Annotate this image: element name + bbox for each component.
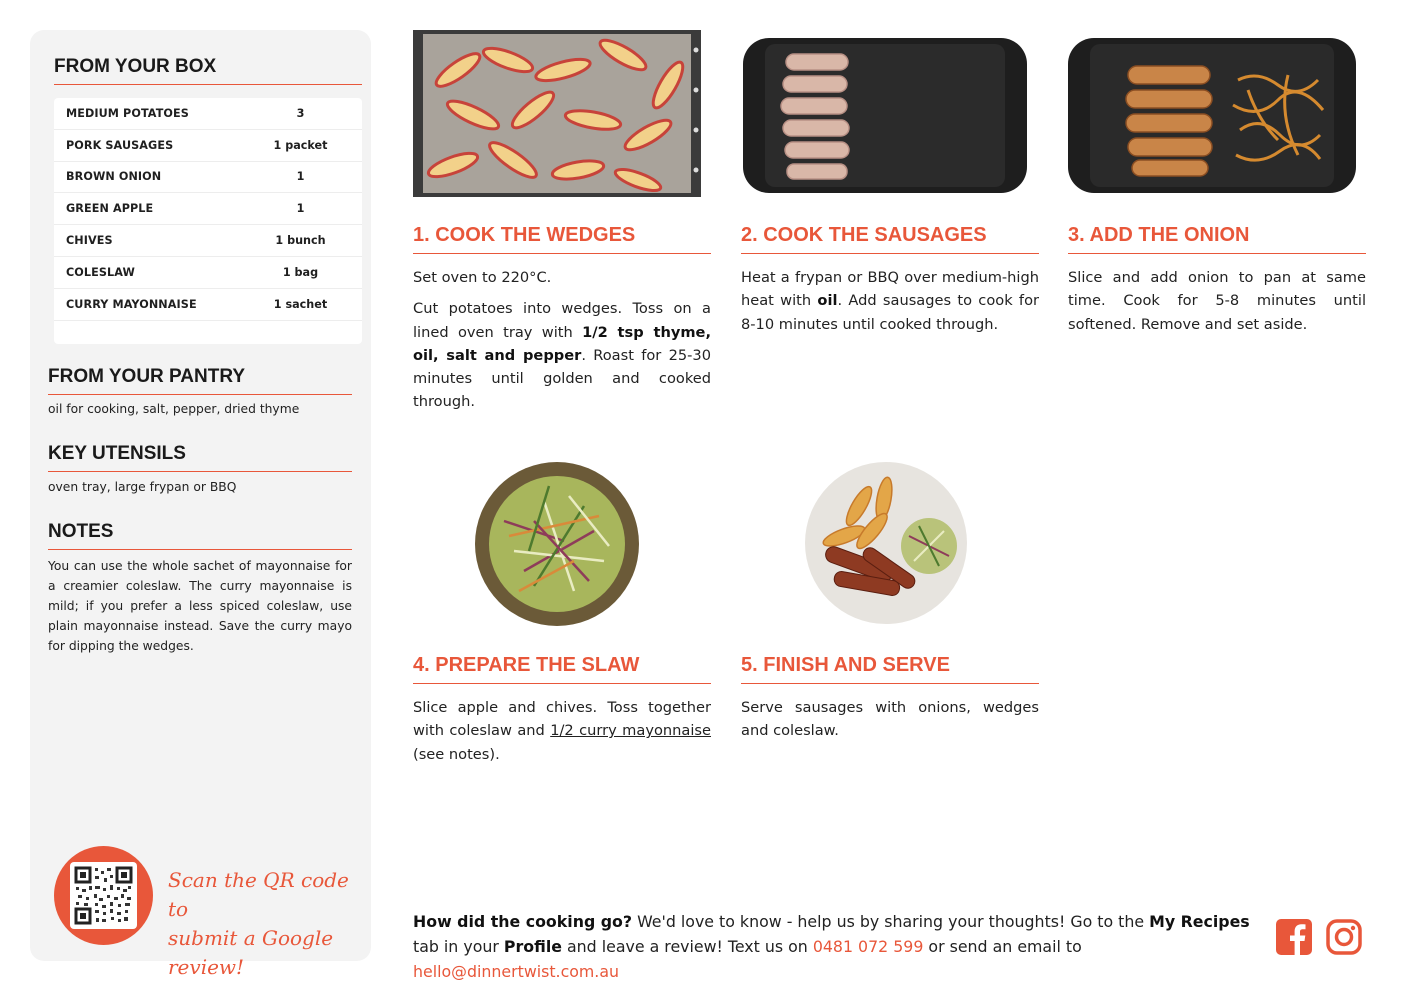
ingredient-name: GREEN APPLE (66, 202, 154, 216)
step-1-text-bold: 1/2 tsp thyme, oil, salt and pepper (413, 323, 711, 364)
ingredient-qty: 3 (296, 106, 305, 120)
step-4-text-underlined: 1/2 curry mayonnaise (550, 722, 711, 740)
ingredient-name: PORK SAUSAGES (66, 138, 174, 152)
footer-text-1: We'd love to know - help us by sharing your thoughts! Go to the (632, 912, 1150, 931)
footer-text-3: and leave a review! Text us on (561, 937, 813, 956)
table-row (54, 257, 362, 289)
table-row (54, 225, 362, 257)
key-utensils-heading: KEY UTENSILS (48, 443, 352, 472)
from-your-pantry-heading: FROM YOUR PANTRY (48, 366, 352, 395)
step-3-text (1068, 266, 1366, 344)
ingredient-name: CURRY MAYONNAISE (66, 297, 197, 311)
ingredient-name: COLESLAW (66, 265, 135, 279)
step-2-para-1 (741, 266, 1039, 336)
sausages-onion-photo (1068, 30, 1356, 197)
step-2-text-bold: oil (817, 292, 838, 310)
step-4-text-c: (see notes). (413, 745, 500, 763)
ingredient-name: MEDIUM POTATOES (66, 106, 189, 120)
step-1-text-c: . Roast for 25-30 minutes until golden and cooked through. (413, 346, 711, 411)
step-1-para-2 (413, 297, 711, 413)
email-link[interactable]: hello@dinnertwist.com.au (413, 962, 620, 981)
step-1-text (413, 266, 711, 422)
qr-badge (54, 846, 153, 945)
qr-line-1: Scan the QR code to (168, 868, 349, 921)
ingredient-name: CHIVES (66, 234, 113, 248)
ingredient-qty: 1 (296, 170, 305, 184)
plated-meal-photo (804, 461, 968, 625)
qr-line-2: submit a Google review! (168, 926, 334, 979)
ingredient-name: BROWN ONION (66, 170, 162, 184)
step-4-text-a: Slice apple and chives. Toss together with coleslaw and (413, 699, 711, 740)
step-5-para-1: Serve sausages with onions, wedges and coleslaw. (741, 699, 1039, 740)
step-4-title: 4. PREPARE THE SLAW (413, 654, 711, 684)
slaw-bowl-photo (474, 461, 640, 627)
table-row (54, 162, 362, 194)
ingredient-qty: 1 bag (282, 265, 319, 279)
step-1-title: 1. COOK THE WEDGES (413, 224, 711, 254)
utensils-text: oven tray, large frypan or BBQ (48, 480, 237, 494)
step-1-para-1: Set oven to 220°C. (413, 269, 552, 286)
instagram-icon[interactable] (1326, 919, 1362, 955)
step-2-text-a: Heat a frypan or BBQ over medium-high heat with (741, 269, 1039, 310)
footer-review-prompt (413, 909, 1263, 984)
table-row (54, 98, 362, 130)
footer-text-2: tab in your (413, 937, 504, 956)
phone-link[interactable]: 0481 072 599 (812, 937, 924, 956)
facebook-icon[interactable] (1276, 919, 1312, 955)
ingredient-qty: 1 bunch (275, 234, 326, 248)
table-row (54, 289, 362, 321)
notes-text: You can use the whole sachet of mayonnaise for a creamier coleslaw. The curry mayonnaise is mild; if you prefer a less spiced coleslaw, use plain mayonnaise instead. Save the curry mayo for dipping the wedges. (48, 559, 352, 653)
step-1-text-a: Cut potatoes into wedges. Toss on a lined oven tray with (413, 300, 711, 341)
qr-code-icon[interactable] (70, 862, 137, 929)
ingredient-qty: 1 sachet (273, 297, 328, 311)
step-5-text (741, 696, 1039, 751)
from-your-box-heading: FROM YOUR BOX (54, 56, 362, 85)
ingredients-table (54, 98, 362, 344)
ingredient-qty: 1 packet (273, 138, 328, 152)
step-3-title: 3. ADD THE ONION (1068, 224, 1366, 254)
ingredient-qty: 1 (296, 202, 305, 216)
footer-text-4: or send an email to (923, 937, 1082, 956)
qr-review-prompt (168, 866, 363, 982)
step-2-title: 2. COOK THE SAUSAGES (741, 224, 1039, 254)
step-4-text (413, 696, 711, 774)
sidebar (30, 30, 371, 979)
sausages-griddle-photo (741, 30, 1029, 197)
notes-heading: NOTES (48, 521, 352, 550)
profile-label: Profile (503, 937, 562, 956)
my-recipes-label: My Recipes (1149, 912, 1250, 931)
step-4-para-1 (413, 696, 711, 766)
table-row (54, 130, 362, 162)
table-row (54, 193, 362, 225)
pantry-text: oil for cooking, salt, pepper, dried thyme (48, 402, 300, 416)
step-5-title: 5. FINISH AND SERVE (741, 654, 1039, 684)
step-2-text (741, 266, 1039, 344)
step-3-para-1: Slice and add onion to pan at same time. Cook for 5-8 minutes until softened. Remove and set aside. (1068, 269, 1366, 333)
wedges-tray-photo (413, 30, 701, 197)
footer-question: How did the cooking go? (413, 912, 633, 931)
step-2-text-c: . Add sausages to cook for 8-10 minutes until cooked through. (741, 292, 1039, 333)
